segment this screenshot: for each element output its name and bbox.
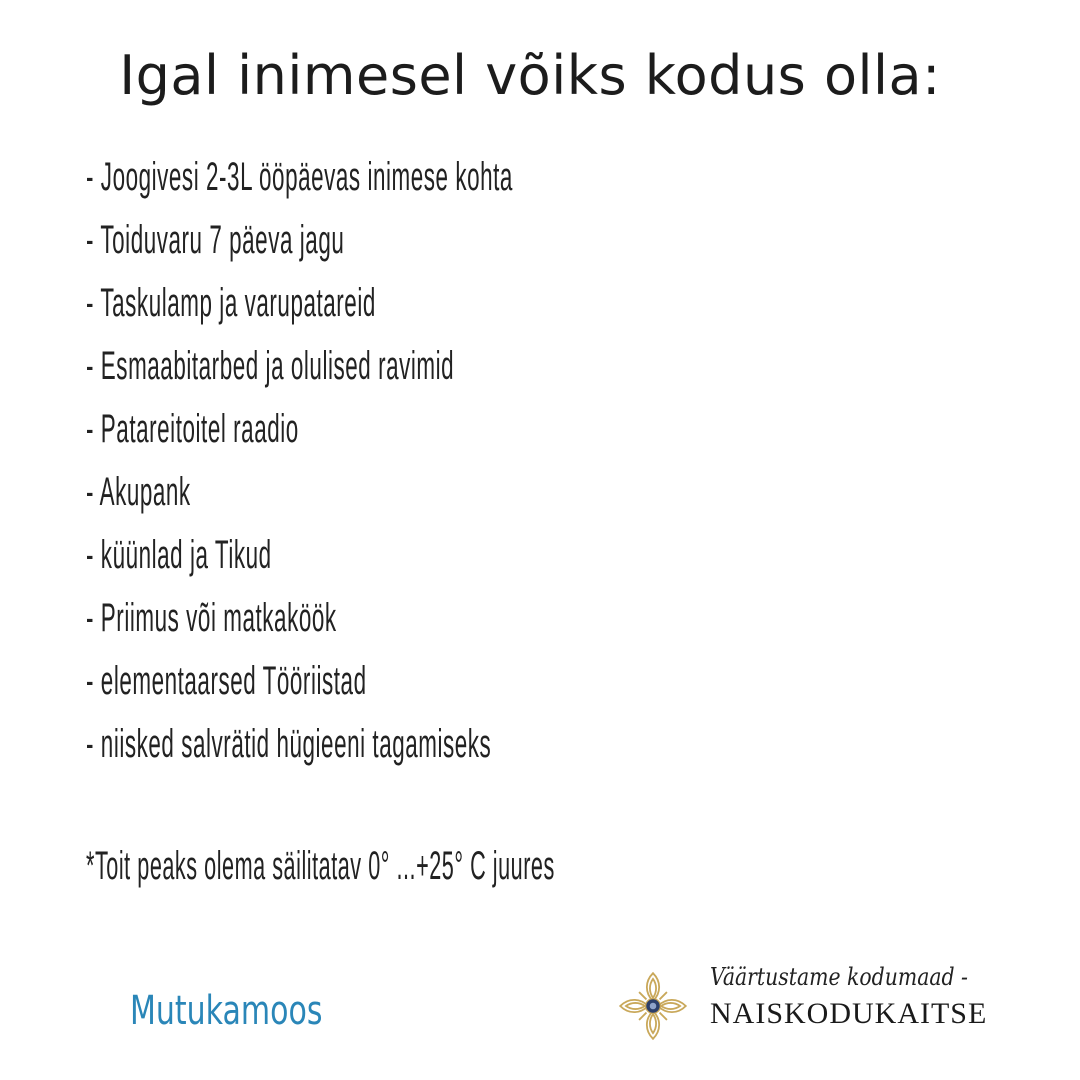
list-item: - Toiduvaru 7 päeva jagu	[86, 218, 345, 262]
naiskodukaitse-emblem-icon	[612, 965, 694, 1047]
storage-note: *Toit peaks olema säilitatav 0° ...+25° C juures	[86, 844, 555, 888]
organization-name: NAISKODUKAITSE	[710, 997, 988, 1030]
checklist	[86, 151, 848, 781]
list-item: - Priimus või matkaköök	[86, 596, 337, 640]
list-item: - Joogivesi 2-3L ööpäevas inimese kohta	[86, 155, 513, 199]
list-item: - Akupank	[86, 470, 191, 514]
list-item: - niisked salvrätid hügieeni tagamiseks	[86, 722, 492, 766]
list-item: - küünlad ja Tikud	[86, 533, 272, 577]
page-title: Igal inimesel võiks kodus olla:	[119, 44, 941, 107]
naiskodukaitse-logo	[710, 962, 1013, 1034]
mutukamoos-logo: Mutukamoos	[130, 988, 323, 1034]
list-item: - Patareitoitel raadio	[86, 407, 299, 451]
slogan: Väärtustame kodumaad -	[710, 963, 968, 991]
list-item: - Taskulamp ja varupatareid	[86, 281, 376, 325]
list-item: - Esmaabitarbed ja olulised ravimid	[86, 344, 455, 388]
list-item: - elementaarsed Tööriistad	[86, 659, 367, 703]
